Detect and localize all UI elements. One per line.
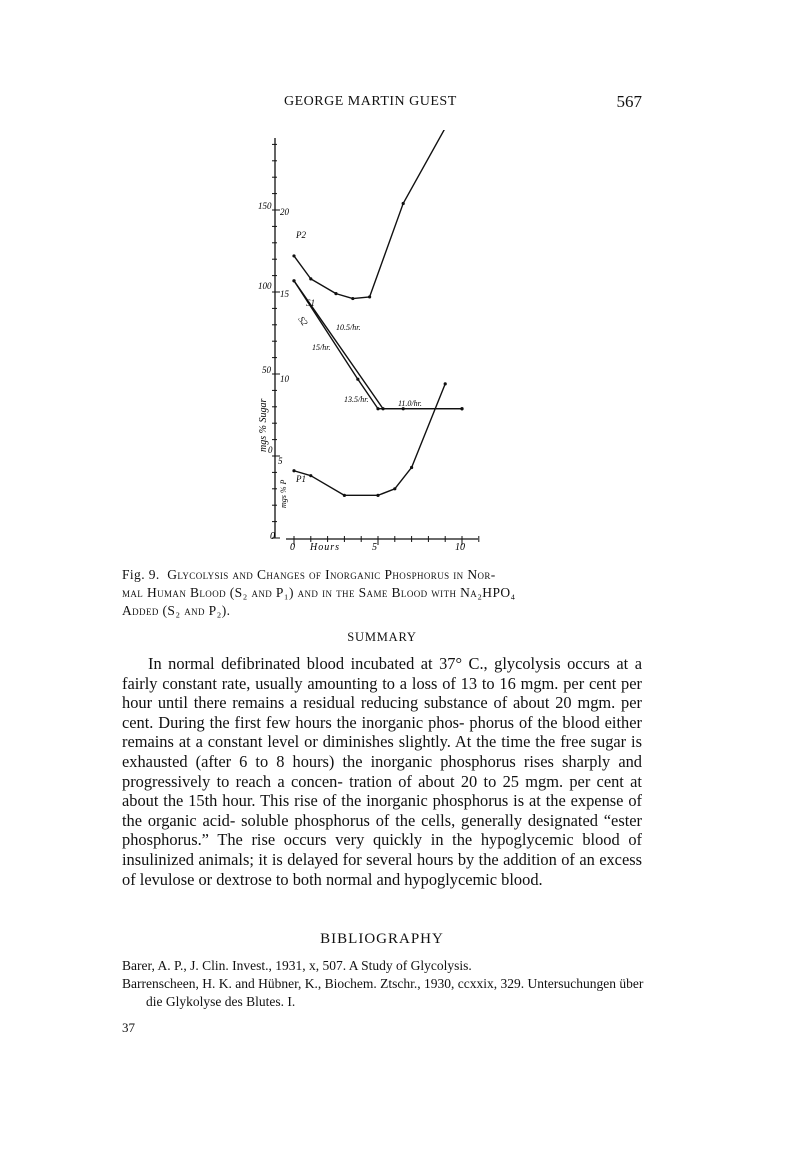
x-tick-label: 0	[290, 542, 295, 553]
data-point	[368, 295, 371, 298]
x-axis-label: Hours	[310, 542, 341, 553]
figure-curves	[292, 130, 463, 497]
running-head: GEORGE MARTIN GUEST	[284, 94, 457, 109]
signature-mark: 37	[122, 1020, 135, 1035]
bibliography-entry: Barrenscheen, H. K. and Hübner, K., Biochem. Ztschr., 1930, ccxxix, 329. Untersuchungen über die Glykolyse des Blutes. I.	[122, 976, 644, 1009]
figure-caption	[122, 566, 642, 620]
data-point	[444, 382, 447, 385]
bibliography-entry: Barer, A. P., J. Clin. Invest., 1931, x, 507. A Study of Glycolysis.	[122, 958, 472, 973]
rate-label: 11.0/hr.	[398, 399, 422, 408]
data-point	[460, 407, 463, 410]
axis-tick-label: 50	[262, 365, 271, 375]
bibliography-list	[122, 957, 647, 1011]
curve-p2	[294, 130, 445, 299]
axis-tick-label: 150	[258, 201, 272, 211]
rate-label: 15/hr.	[312, 343, 331, 352]
page-number: 567	[616, 92, 642, 111]
summary-heading: SUMMARY	[347, 630, 417, 644]
glycolysis-figure	[246, 130, 496, 555]
curve-label-p1: P1	[296, 474, 306, 484]
data-point	[402, 202, 405, 205]
axis-tick-label: 0	[268, 445, 273, 455]
axis-tick-label: 0	[270, 531, 275, 542]
caption-text: Glycolysis and Changes of Inorganic Phosphorus in Nor-	[167, 567, 496, 582]
caption-line	[122, 566, 642, 584]
axis-tick-label: 10	[280, 374, 289, 384]
axis-tick-label: 100	[258, 281, 272, 291]
rate-label: 13.5/hr.	[344, 395, 369, 404]
axis-tick-label: 5	[278, 456, 283, 466]
rate-label: 10.5/hr.	[336, 323, 361, 332]
page-header	[122, 92, 642, 114]
curve-p1	[294, 384, 445, 496]
data-point	[309, 474, 312, 477]
summary-paragraph	[122, 654, 642, 889]
data-point	[334, 292, 337, 295]
data-point	[351, 297, 354, 300]
x-tick-label: 5	[372, 542, 377, 553]
data-point	[292, 254, 295, 257]
curve-label-s1: S1	[306, 298, 315, 308]
data-point	[292, 279, 295, 282]
data-point	[410, 466, 413, 469]
axis-tick-label: 15	[280, 289, 289, 299]
x-tick-label: 10	[455, 542, 465, 553]
data-point	[309, 277, 312, 280]
curve-label-p2: P2	[296, 230, 306, 240]
data-point	[292, 469, 295, 472]
bibliography-heading: BIBLIOGRAPHY	[320, 931, 444, 947]
curve-label-s2: S2	[296, 314, 310, 328]
summary-body: In normal defibrinated blood incubated at 37° C., glycolysis occurs at a fairly constant rate, usually amounting to a loss of 13 to 16 mgm. per cent per hour until there remains a residual reducing substance of about 20 mgm. per cent. During the first few hours the inorganic phos- phorus of the blood either remains at a constant level or diminishes slightly. At the time the free sugar is exhausted (after 6 to 8 hours) the inorganic phosphorus rises sharply and progressively to reach a concen- tration of about 20 to 25 mgm. per cent at about the 15th hour. This rise of the inorganic phosphorus is at the expense of the organic acid- soluble phosphorus of the cells, generally designated “ester phosphorus.” The rise occurs very quickly in the hypoglycemic blood of insulinized animals; it is delayed for several hours by the addition of an excess of levulose or dextrose to both normal and hypoglycemic blood.	[122, 654, 642, 889]
data-point	[356, 378, 359, 381]
data-point	[343, 494, 346, 497]
caption-line: mal Human Blood (S₂ and P₁) and in the Same Blood with Na₂HPO₄	[122, 585, 516, 600]
data-point	[376, 494, 379, 497]
phosphorus-axis-label: mgs % P	[279, 479, 288, 508]
data-point	[393, 487, 396, 490]
axis-tick-label: 20	[280, 207, 289, 217]
caption-line: Added (S₂ and P₂).	[122, 603, 231, 618]
data-point	[376, 407, 379, 410]
figure-number: Fig. 9.	[122, 567, 160, 582]
y-axis-label: mgs % Sugar	[258, 398, 269, 452]
